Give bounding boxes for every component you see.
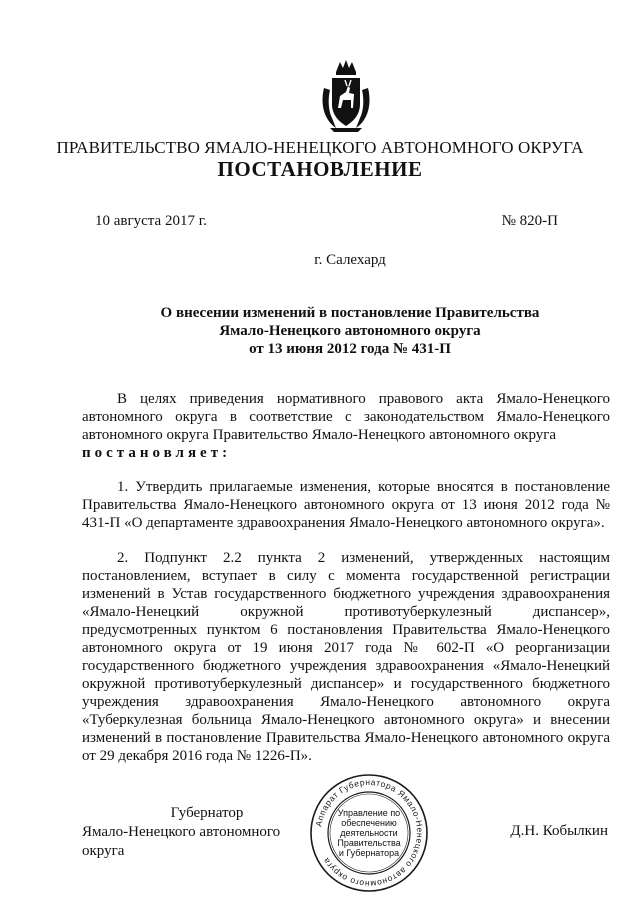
stamp-line-5: и Губернатора	[338, 848, 400, 858]
coat-of-arms-icon	[318, 58, 374, 134]
document-type: ПОСТАНОВЛЕНИЕ	[217, 157, 423, 181]
document-date: 10 августа 2017 г.	[95, 213, 207, 229]
document-city: г. Салехард	[314, 252, 386, 268]
signatory-position	[82, 804, 322, 861]
stamp-line-3: деятельности	[340, 828, 398, 838]
stamp-line-2: обеспечению	[341, 818, 397, 828]
preamble-text: В целях приведения нормативного правового акта Ямало-Ненецкого автономного округа в соответствие с законодательством Ямало-Ненецкого автономного округа Правительство Ямало-Ненецкого автономного округа	[82, 391, 610, 443]
title-line-2: Ямало-Ненецкого автономного округа	[219, 323, 481, 339]
stamp-ring-text: Аппарат Губернатора Ямало-Ненецкого автономного округа	[313, 776, 426, 890]
title-line-3: от 13 июня 2012 года № 431-П	[249, 341, 451, 357]
stamp-center-text	[331, 808, 407, 858]
decree-word: постановляет:	[82, 445, 232, 461]
stamp-line-1: Управление по	[337, 808, 401, 818]
stamp-line-4: Правительства	[337, 838, 401, 848]
government-name: ПРАВИТЕЛЬСТВО ЯМАЛО-НЕНЕЦКОГО АВТОНОМНОГО ОКРУГА	[56, 138, 584, 157]
document-title	[160, 304, 540, 358]
document-number: № 820-П	[501, 213, 558, 229]
signatory-position-line-2: Ямало-Ненецкого автономного округа	[82, 824, 281, 859]
item-1-paragraph: 1. Утвердить прилагаемые изменения, которые вносятся в постановление Правительства Ямало-Ненецкого автономного округа от 13 июня 2012 года № 431-П «О департаменте здравоохранения Ямало-Ненецкого автономного округа».	[82, 479, 610, 531]
preamble-paragraph	[82, 390, 610, 462]
item-2-paragraph: 2. Подпункт 2.2 пункта 2 изменений, утвержденных настоящим постановлением, вступает в силу с момента государственной регистрации изменений в Устав государственного бюджетного учреждения здравоохранения «Ямало-Ненецкий окружной противотуберкулезный диспансер», предусмотренных пунктом 6 постановления Правительства Ямало-Ненецкого автономного округа от 19 июня 2017 года № 602-П «О реорганизации государственного бюджетного учреждения здравоохранения «Ямало-Ненецкий окружной противотуберкулезный диспансер» и государственного бюджетного учреждения здравоохранения Ямало-Ненецкого автономного округа «Туберкулезная больница Ямало-Ненецкого автономного округа» и внесении изменений в постановление Правительства Ямало-Ненецкого автономного округа от 29 декабря 2016 года № 1226-П».	[82, 550, 610, 764]
signatory-name: Д.Н. Кобылкин	[510, 823, 608, 839]
title-line-1: О внесении изменений в постановление Правительства	[160, 305, 540, 321]
signatory-position-line-1: Губернатор	[170, 805, 244, 821]
